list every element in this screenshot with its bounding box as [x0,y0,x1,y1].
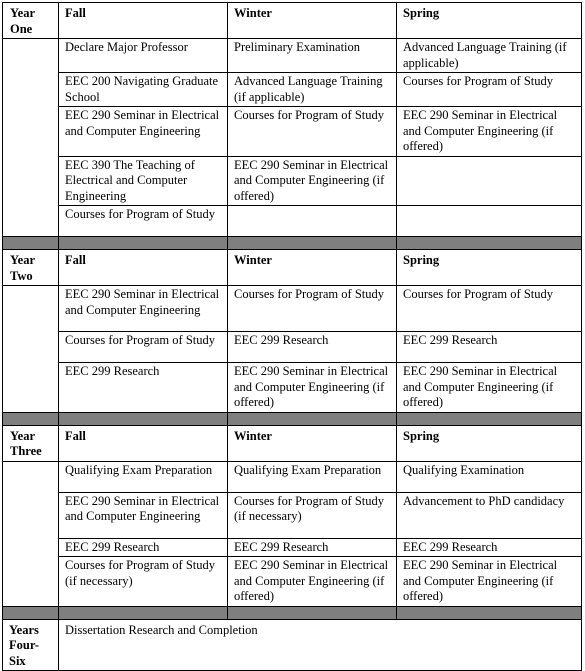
section-separator [3,412,582,425]
course-cell [228,206,397,237]
separator-cell [3,412,59,425]
term-header: Spring [397,425,582,461]
section-separator [3,237,582,250]
separator-cell [228,606,397,619]
year-label [3,250,59,286]
course-cell: EEC 299 Research [228,332,397,363]
course-cell: EEC 299 Research [397,332,582,363]
course-cell [397,156,582,206]
course-cell: Courses for Program of Study [59,332,228,363]
separator-cell [397,606,582,619]
term-header: Winter [228,250,397,286]
table-row [3,286,582,332]
course-cell: Advanced Language Training (if applicable) [228,73,397,107]
year-label-line: Year [10,428,35,443]
year-label-line: Year [10,253,35,267]
table-row [3,107,582,157]
year-label-line: Three [10,444,42,458]
term-header: Spring [397,250,582,286]
table-row [3,332,582,363]
term-header: Winter [228,3,397,39]
separator-cell [228,237,397,250]
table-row [3,73,582,107]
schedule-table [2,2,582,671]
section-header-row [3,425,582,461]
year-spacer-cell [3,39,59,237]
course-cell: Courses for Program of Study (if necessary) [59,557,228,607]
course-cell: Qualifying Exam Preparation [228,461,397,492]
course-cell: EEC 299 Research [59,538,228,557]
course-cell: EEC 299 Research [397,538,582,557]
table-row [3,461,582,492]
course-cell: Courses for Program of Study (if necessary) [228,492,397,538]
course-cell: EEC 290 Seminar in Electrical and Computer Engineering (if offered) [397,363,582,413]
term-header: Winter [228,425,397,461]
course-cell: Advanced Language Training (if applicable) [397,39,582,73]
course-cell: EEC 290 Seminar in Electrical and Computer Engineering [59,286,228,332]
separator-cell [397,237,582,250]
term-header: Fall [59,425,228,461]
course-cell: EEC 299 Research [59,363,228,413]
course-cell: EEC 299 Research [228,538,397,557]
course-cell: Courses for Program of Study [228,107,397,157]
separator-cell [228,412,397,425]
term-header: Spring [397,3,582,39]
table-row [3,557,582,607]
year-spacer-cell [3,286,59,413]
term-header: Fall [59,250,228,286]
year-label-line: Six [9,653,26,668]
final-row [3,619,582,671]
course-cell: Qualifying Examination [397,461,582,492]
course-cell: EEC 200 Navigating Graduate School [59,73,228,107]
table-row [3,156,582,206]
course-cell: Courses for Program of Study [397,286,582,332]
table-row [3,538,582,557]
year-label [3,619,59,671]
year-spacer-cell [3,461,59,606]
course-cell: EEC 290 Seminar in Electrical and Computer Engineering (if offered) [228,363,397,413]
separator-cell [3,606,59,619]
year-label-line: Four- [9,638,40,652]
course-cell: Preliminary Examination [228,39,397,73]
course-cell: Courses for Program of Study [397,73,582,107]
separator-cell [59,606,228,619]
table-row [3,492,582,538]
course-cell [397,206,582,237]
separator-cell [59,237,228,250]
term-header: Fall [59,3,228,39]
course-cell: EEC 290 Seminar in Electrical and Computer Engineering (if offered) [228,557,397,607]
separator-cell [3,237,59,250]
table-row [3,363,582,413]
table-row [3,206,582,237]
course-cell: EEC 390 The Teaching of Electrical and Computer Engineering [59,156,228,206]
year-label-line: One [10,21,33,36]
final-text: Dissertation Research and Completion [59,619,582,671]
course-cell: Advancement to PhD candidacy [397,492,582,538]
year-label [3,425,59,461]
course-cell: EEC 290 Seminar in Electrical and Computer Engineering (if offered) [228,156,397,206]
section-header-row [3,250,582,286]
course-cell: Courses for Program of Study [59,206,228,237]
table-row [3,39,582,73]
year-label [3,3,59,39]
year-label-line: Years [9,622,39,637]
year-label-line: Two [10,268,33,283]
schedule-body [3,3,582,671]
course-cell: Declare Major Professor [59,39,228,73]
course-cell: EEC 290 Seminar in Electrical and Computer Engineering (if offered) [397,107,582,157]
course-cell: EEC 290 Seminar in Electrical and Computer Engineering [59,107,228,157]
separator-cell [397,412,582,425]
course-cell: Courses for Program of Study [228,286,397,332]
course-cell: Qualifying Exam Preparation [59,461,228,492]
section-header-row [3,3,582,39]
course-cell: EEC 290 Seminar in Electrical and Computer Engineering (if offered) [397,557,582,607]
separator-cell [59,412,228,425]
course-cell: EEC 290 Seminar in Electrical and Computer Engineering [59,492,228,538]
section-separator [3,606,582,619]
year-label-line: Year [10,6,35,20]
